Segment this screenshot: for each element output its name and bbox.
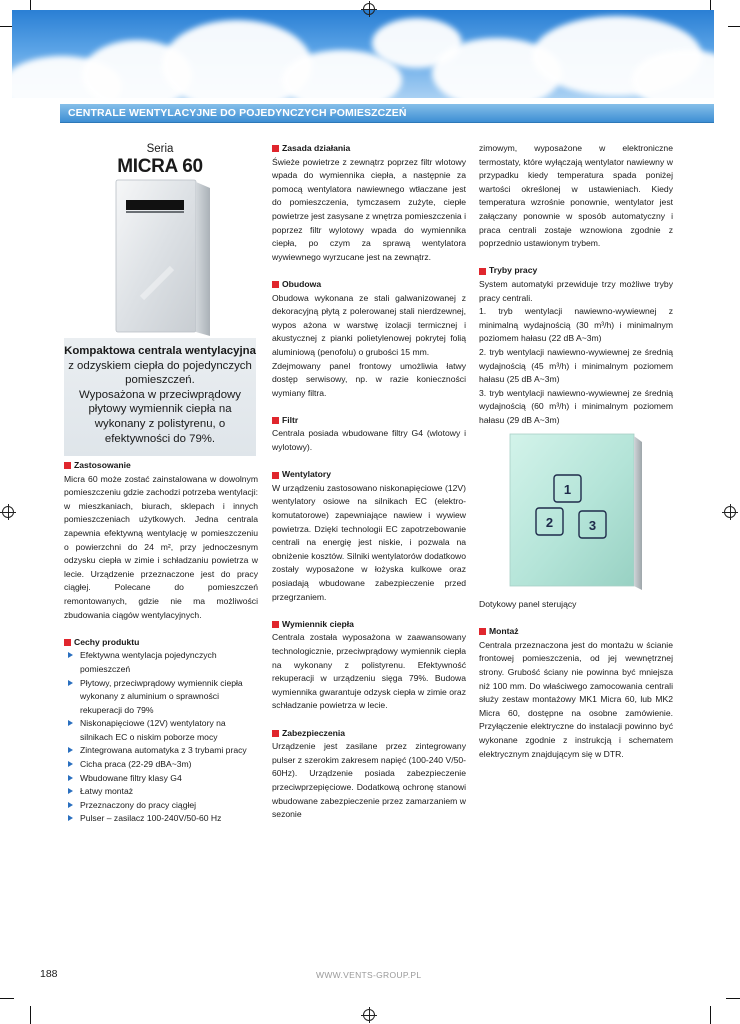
heading-tryby: Tryby pracy (479, 264, 673, 278)
heading-montaz: Montaż (479, 625, 673, 639)
crop-mark (0, 998, 14, 999)
heading-wymiennik: Wymiennik ciepła (272, 618, 466, 632)
key-1-label: 1 (563, 482, 572, 497)
heading-wentylatory: Wentylatory (272, 468, 466, 482)
red-square-icon (272, 730, 279, 737)
bullet-triangle-icon (68, 815, 73, 821)
summary-bold: Kompaktowa centrala wentylacyjna (64, 345, 256, 357)
heading-filtr: Filtr (272, 414, 466, 428)
red-square-icon (479, 268, 486, 275)
list-item: Zintegrowana automatyka z 3 trybami pracy (64, 744, 258, 758)
bullet-triangle-icon (68, 761, 73, 767)
crop-mark (710, 0, 711, 10)
text-montaz: Centrala przeznaczona jest do montażu w ścianie frontowej pomieszczenia, od jej wewnętrznej strony. Grubość ściany nie powinna być mniejsza niż 100 mm. Do właściwego zamocowania centrali służy zestaw montażowy MK1 Micra 60, lub MK2 Micra 60, dostępne na osobne zamówienie. Przyłączenie elektryczne do instalacji powinno być wykonane zgodnie z instrukcją i schematem elektrycznym znajdującym się w DTR. (479, 639, 673, 759)
text-tryby-intro: System automatyki przewiduje trzy możliwe tryby pracy centrali. (479, 278, 673, 303)
list-item: Cicha praca (22-29 dBA~3m) (64, 758, 258, 772)
column-3 (479, 142, 673, 427)
text-filtr: Centrala posiada wbudowane filtry G4 (wlotowy i wylotowy). (272, 428, 466, 453)
heading-cechy: Cechy produktu (64, 636, 258, 650)
red-square-icon (272, 145, 279, 152)
bullet-triangle-icon (68, 747, 73, 753)
bullet-triangle-icon (68, 788, 73, 794)
crop-mark (0, 26, 12, 27)
list-item: Pulser – zasilacz 100-240V/50-60 Hz (64, 812, 258, 826)
text-mode-1: 1. tryb wentylacji nawiewno-wywiewnej z minimalną wydajnością (30 m³/h) i minimalnym poziomem hałasu (22 dB A~3m) (479, 306, 673, 344)
text-zabezpieczenia-cont: zimowym, wyposażone w elektroniczne termostaty, które wyłączają wentylator nawiewny w przypadku kiedy temperatura spada poniżej wartości określonej w ustawieniach. Kiedy temperatura wzrośnie ponownie, wentylator jest załączany ponownie w sposób automatyczny i praca centrali zostaje wznowiona zgodnie z poprzednio ustawionym trybem. (479, 143, 673, 249)
registration-mark-icon (363, 3, 375, 15)
key-2-label: 2 (545, 515, 554, 530)
registration-mark-icon (724, 506, 736, 518)
list-item: Efektywna wentylacja pojedynczych pomieszczeń (64, 649, 258, 676)
red-square-icon (64, 639, 71, 646)
red-square-icon (272, 621, 279, 628)
crop-mark (30, 1006, 31, 1024)
product-name: MICRA 60 (117, 156, 203, 177)
list-item: Łatwy montaż (64, 785, 258, 799)
features-list (64, 649, 258, 826)
red-square-icon (272, 281, 279, 288)
heading-obudowa: Obudowa (272, 278, 466, 292)
heading-zabezpieczenia: Zabezpieczenia (272, 727, 466, 741)
registration-mark-icon (2, 506, 14, 518)
product-summary-callout (64, 338, 256, 456)
text-zastosowanie: Micra 60 może zostać zainstalowana w dowolnym pomieszczeniu gdzie zachodzi potrzeba wentylacji: w mieszkaniach, biurach, sklepach i innych pomieszczeniach użytkowych. Jedna centrala zapewnia efektywną wentylację w pomieszczeniu o powierzchni do 24 m², przy jednoczesnym odzysku ciepła w zimie i schładzaniu powietrza w lecie. Urządzenie przeznaczone jest do pracy ciągłej. Polecane do pomieszczeń remontowanych, gdzie nie ma możliwości zbudowania ciągów wentylacyjnych. (64, 473, 258, 620)
footer-url: WWW.VENTS-GROUP.PL (316, 970, 422, 980)
panel-caption: Dotykowy panel sterujący (479, 599, 577, 609)
page-number: 188 (40, 968, 58, 980)
touch-control-panel-illustration (508, 432, 646, 592)
summary-line2: Wyposażona w przeciwprądowy płytowy wymiennik ciepła na wykonany z polistyrenu, o efektywności do 79%. (79, 388, 241, 445)
bullet-triangle-icon (68, 652, 73, 658)
heading-zastosowanie: Zastosowanie (64, 459, 258, 473)
series-label: Seria (146, 143, 174, 155)
red-square-icon (272, 417, 279, 424)
text-mode-2: 2. tryb wentylacji nawiewno-wywiewnej ze średnią wydajnością (45 m³/h) i minimalnym poziomem hałasu (25 dB A~3m) (479, 346, 673, 385)
column-2 (272, 142, 466, 822)
crop-mark (30, 0, 31, 10)
text-zabezpieczenia: Urządzenie jest zasilane przez zintegrowany pulser z szerokim zakresem napięć (100-240 V/50-60Hz). Urządzenie posiada zabezpieczenie przeciwprzepięciowe. Dodatkową ochronę stanowi wbudowane zabezpieczenie przez zamarzaniem w sezonie (272, 741, 466, 820)
list-item: Niskonapięciowe (12V) wentylatory na silnikach EC o niskim poborze mocy (64, 717, 258, 744)
list-item: Wbudowane filtry klasy G4 (64, 772, 258, 786)
column-3-lower (479, 598, 673, 761)
micra-60-device-illustration (112, 178, 222, 338)
text-obudowa: Obudowa wykonana ze stali galwanizowanej z dekoracyjną płytą z polerowanej stali nierdzewnej, wypos ażona w warstwę izolacji termicznej i akustycznej z pianki polietylenowej pokrytej folią aluminiową (penofolu) o grubości 15 mm. (272, 292, 466, 357)
summary-text: z odzyskiem ciepła do pojedynczych pomieszczeń. (68, 359, 252, 387)
red-square-icon (64, 462, 71, 469)
red-square-icon (479, 628, 486, 635)
key-3-label: 3 (588, 518, 597, 533)
bullet-triangle-icon (68, 720, 73, 726)
crop-mark (728, 26, 740, 27)
text-wymiennik: Centrala została wyposażona w zaawansowany technologicznie, przeciwprądowy wymiennik ciepła na wykonany z polistyrenu. Efektywność rekuperacji w urządzeniu sięga 79%. Budowa wymiennika gwarantuje odzysk ciepła w zimie oraz schładzanie powietrza w lecie. (272, 632, 466, 711)
crop-mark (710, 1006, 711, 1024)
bullet-triangle-icon (68, 680, 73, 686)
section-title: CENTRALE WENTYLACYJNE DO POJEDYNCZYCH POMIESZCZEŃ (68, 107, 407, 119)
registration-mark-icon (363, 1009, 375, 1021)
red-square-icon (272, 472, 279, 479)
text-wentylatory: W urządzeniu zastosowano niskonapięciowe (12V) wentylatory osiowe na silnikach EC (elektro-komutatorowe) zapewniające nawiew i wywiew powietrza. Dzięki technologii EC zapotrzebowanie centrali na energię jest niskie, i pozwala na obniżenie kosztów. Silniki wentylatorów dodatkowo zostały wyposażone w łożyska kulkowe oraz posiadają wbudowane zabezpieczenie przed przegrzaniem. (272, 482, 466, 602)
text-mode-3: 3. tryb wentylacji nawiewno-wywiewnej ze średnią wydajnością (60 m³/h) i minimalnym poziomem hałasu (29 dB A~3m) (479, 387, 673, 425)
list-item: Płytowy, przeciwprądowy wymiennik ciepła wykonany z aluminium o sprawności rekuperacji do 79% (64, 677, 258, 718)
column-1 (64, 459, 258, 826)
sky-banner (12, 10, 714, 98)
text-obudowa-2: Zdejmowany panel frontowy umożliwia łatwy dostęp serwisowy, np. w razie konieczności wymiany filtra. (272, 360, 466, 398)
bullet-triangle-icon (68, 775, 73, 781)
list-item: Przeznaczony do pracy ciągłej (64, 799, 258, 813)
bullet-triangle-icon (68, 802, 73, 808)
crop-mark (726, 998, 740, 999)
heading-zasada: Zasada działania (272, 142, 466, 156)
text-zasada: Świeże powietrze z zewnątrz poprzez filtr wlotowy wpada do wymiennika ciepła, a następnie za pomocą wentylatora nawiewnego wtłaczane jest do pomieszczenia, tymczasem zużyte, ciepłe powietrze jest zasysane z wnętrza pomieszczenia i poprzez filtr wylotowy wpada do wymiennika ciepła, po czym za sprawą wentylatora wywiewnego wyrzucane jest na zewnątrz. (272, 156, 466, 262)
section-title-band (60, 104, 714, 123)
